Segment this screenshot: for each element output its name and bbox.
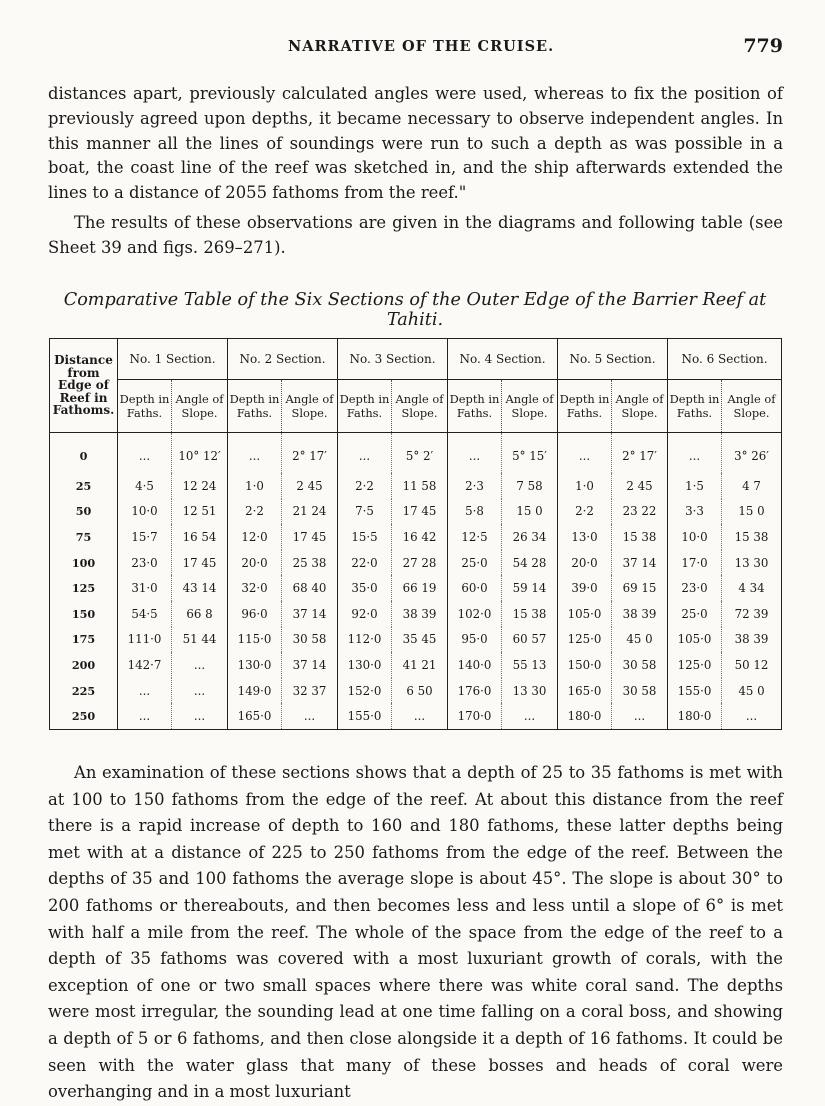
- table-row: [50, 473, 782, 499]
- depth-cell: 112·0: [338, 627, 392, 653]
- angle-cell: 37 14: [612, 550, 668, 576]
- angle-cell: 54 28: [502, 550, 558, 576]
- angle-cell: 43 14: [172, 575, 228, 601]
- depth-cell: 105·0: [668, 627, 722, 653]
- depth-cell: 142·7: [118, 652, 172, 678]
- depth-cell: 7·5: [338, 499, 392, 525]
- angle-cell: 35 45: [392, 627, 448, 653]
- distance-cell: 100: [50, 550, 118, 576]
- angle-cell: 25 38: [282, 550, 338, 576]
- angle-cell: 2° 17′: [612, 433, 668, 474]
- distance-cell: 0: [50, 433, 118, 474]
- depth-cell: 22·0: [338, 550, 392, 576]
- distance-cell: 175: [50, 627, 118, 653]
- depth-cell: 149·0: [228, 678, 282, 704]
- depth-cell: 25·0: [668, 601, 722, 627]
- angle-cell: 2 45: [612, 473, 668, 499]
- section-header: No. 5 Section.: [558, 339, 668, 380]
- depth-cell: 2·2: [228, 499, 282, 525]
- angle-cell: 16 54: [172, 524, 228, 550]
- angle-cell: 3° 26′: [734, 449, 769, 463]
- subheader-row: [50, 380, 782, 433]
- depth-cell: 165·0: [558, 678, 612, 704]
- distance-cell: 225: [50, 678, 118, 704]
- depth-cell: 2·2: [338, 473, 392, 499]
- table-row: [50, 627, 782, 653]
- angle-cell: 51 44: [172, 627, 228, 653]
- angle-cell: ...: [612, 703, 668, 729]
- angle-cell: 38 39: [734, 632, 769, 647]
- depth-cell: 95·0: [448, 627, 502, 653]
- section-header: No. 3 Section.: [338, 339, 448, 380]
- depth-cell: 165·0: [228, 703, 282, 729]
- depth-cell: 130·0: [338, 652, 392, 678]
- angle-subheader: Angle of Slope.: [722, 380, 782, 433]
- distance-cell: 75: [50, 524, 118, 550]
- depth-cell: 12·5: [448, 524, 502, 550]
- depth-cell: 125·0: [668, 652, 722, 678]
- depth-subheader: Depth in Faths.: [668, 380, 722, 433]
- depth-cell: 60·0: [448, 575, 502, 601]
- angle-cell: 30 58: [612, 678, 668, 704]
- angle-cell: ...: [502, 703, 558, 729]
- table-caption: Comparative Table of the Six Sections of the Outer Edge of the Barrier Reef at Tahiti.: [63, 290, 767, 330]
- angle-cell: 15 38: [612, 524, 668, 550]
- table-row: [50, 575, 782, 601]
- angle-cell: 10° 12′: [172, 433, 228, 474]
- angle-subheader: Angle of Slope.: [282, 380, 338, 433]
- depth-subheader: Depth in Faths.: [228, 380, 282, 433]
- angle-cell: 55 13: [502, 652, 558, 678]
- angle-cell: ...: [172, 678, 228, 704]
- depth-cell: 10·0: [668, 524, 722, 550]
- angle-cell: 4 34: [738, 581, 765, 596]
- table-row: [50, 550, 782, 576]
- table-row: [50, 524, 782, 550]
- depth-cell: ...: [118, 678, 172, 704]
- angle-cell: 15 0: [738, 504, 765, 519]
- depth-cell: 32·0: [228, 575, 282, 601]
- depth-subheader: Depth in Faths.: [448, 380, 502, 433]
- depth-cell: 155·0: [668, 678, 722, 704]
- angle-cell: 5° 2′: [392, 433, 448, 474]
- depth-cell: 102·0: [448, 601, 502, 627]
- depth-cell: 152·0: [338, 678, 392, 704]
- angle-cell: 17 45: [172, 550, 228, 576]
- angle-cell: 45 0: [612, 627, 668, 653]
- depth-cell: 115·0: [228, 627, 282, 653]
- depth-cell: 31·0: [118, 575, 172, 601]
- depth-subheader: Depth in Faths.: [338, 380, 392, 433]
- angle-cell: 50 12: [734, 657, 769, 672]
- angle-cell: 37 14: [282, 652, 338, 678]
- table-body: [50, 433, 782, 730]
- angle-cell: 5° 15′: [502, 433, 558, 474]
- depth-cell: 54·5: [118, 601, 172, 627]
- angle-cell: ...: [392, 703, 448, 729]
- angle-cell: 15 38: [734, 529, 769, 544]
- paragraph-examination: An examination of these sections shows that a depth of 25 to 35 fathoms is met with at 100 to 150 fathoms from the edge of the reef. At about this distance from the reef there is a rapid increase of depth to 160 and 180 fathoms, these latter depths being met with at a distance of 225 to 250 fathoms from the edge of the reef. Between the depths of 35 and 100 fathoms the average slope is about 45°. The slope is about 30° to 200 fathoms or thereabouts, and then becomes less and less until a slope of 6° is met with half a mile from the reef. The whole of the space from the edge of the reef to a depth of 35 fathoms was covered with a most luxuriant growth of corals, with the exception of one or two small spaces where there was white coral sand. The depths were most irregular, the sounding lead at one time falling on a coral boss, and showing a depth of 5 or 6 fathoms, and then close alongside it a depth of 16 fathoms. It could be seen with the water glass that many of these bosses and heads of coral were overhanging and in a most luxuriant: [48, 763, 783, 1102]
- depth-cell: ...: [668, 433, 722, 474]
- paragraph-results: The results of these observations are given in the diagrams and following table (see Sheet 39 and figs. 269–271).: [48, 213, 783, 257]
- depth-cell: 5·8: [448, 499, 502, 525]
- depth-cell: 17·0: [668, 550, 722, 576]
- angle-cell: 16 42: [392, 524, 448, 550]
- depth-cell: 39·0: [558, 575, 612, 601]
- depth-cell: 20·0: [228, 550, 282, 576]
- depth-cell: 35·0: [338, 575, 392, 601]
- depth-cell: 10·0: [118, 499, 172, 525]
- angle-cell: 2 45: [282, 473, 338, 499]
- angle-cell: 13 30: [734, 555, 769, 570]
- angle-cell: 69 15: [612, 575, 668, 601]
- comparative-table: [49, 338, 782, 730]
- angle-cell: 38 39: [612, 601, 668, 627]
- depth-cell: 170·0: [448, 703, 502, 729]
- angle-cell: 38 39: [392, 601, 448, 627]
- table-row: [50, 652, 782, 678]
- section-header: No. 1 Section.: [118, 339, 228, 380]
- angle-cell: ...: [172, 703, 228, 729]
- distance-cell: 50: [50, 499, 118, 525]
- section-header: No. 2 Section.: [228, 339, 338, 380]
- depth-cell: ...: [448, 433, 502, 474]
- table-row: [50, 601, 782, 627]
- angle-cell: 17 45: [282, 524, 338, 550]
- section-header: No. 6 Section.: [668, 339, 782, 380]
- depth-cell: 130·0: [228, 652, 282, 678]
- angle-cell: 15 38: [502, 601, 558, 627]
- angle-cell: 59 14: [502, 575, 558, 601]
- distance-cell: 125: [50, 575, 118, 601]
- depth-subheader: Depth in Faths.: [118, 380, 172, 433]
- angle-subheader: Angle of Slope.: [392, 380, 448, 433]
- depth-cell: 3·3: [668, 499, 722, 525]
- depth-cell: 20·0: [558, 550, 612, 576]
- depth-cell: 96·0: [228, 601, 282, 627]
- depth-cell: 150·0: [558, 652, 612, 678]
- depth-cell: 23·0: [118, 550, 172, 576]
- table-row: [50, 499, 782, 525]
- depth-cell: 25·0: [448, 550, 502, 576]
- distance-cell: 25: [50, 473, 118, 499]
- angle-subheader: Angle of Slope.: [612, 380, 668, 433]
- angle-cell: 11 58: [392, 473, 448, 499]
- angle-cell: 12 51: [172, 499, 228, 525]
- paragraph-continuation: distances apart, previously calculated angles were used, whereas to fix the position of previously agreed upon depths, it became necessary to observe independent angles. In this manner all the lines of soundings were run to such a depth as was possible in a boat, the coast line of the reef was sketched in, and the ship afterwards extended the lines to a distance of 2055 fathoms from the reef.": [48, 84, 783, 203]
- depth-cell: ...: [558, 433, 612, 474]
- angle-cell: 41 21: [392, 652, 448, 678]
- angle-cell: 45 0: [738, 683, 765, 698]
- depth-cell: ...: [338, 433, 392, 474]
- angle-cell: 6 50: [392, 678, 448, 704]
- depth-cell: ...: [228, 433, 282, 474]
- depth-cell: 140·0: [448, 652, 502, 678]
- depth-cell: 2·3: [448, 473, 502, 499]
- angle-cell: 13 30: [502, 678, 558, 704]
- angle-cell: 7 58: [502, 473, 558, 499]
- angle-cell: 68 40: [282, 575, 338, 601]
- depth-cell: 15·5: [338, 524, 392, 550]
- angle-subheader: Angle of Slope.: [172, 380, 228, 433]
- depth-cell: 23·0: [668, 575, 722, 601]
- depth-cell: 180·0: [558, 703, 612, 729]
- angle-cell: ...: [745, 709, 758, 724]
- depth-cell: 12·0: [228, 524, 282, 550]
- angle-cell: 21 24: [282, 499, 338, 525]
- angle-cell: 12 24: [172, 473, 228, 499]
- depth-cell: 125·0: [558, 627, 612, 653]
- angle-subheader: Angle of Slope.: [502, 380, 558, 433]
- angle-cell: 15 0: [502, 499, 558, 525]
- angle-cell: 17 45: [392, 499, 448, 525]
- angle-cell: 37 14: [282, 601, 338, 627]
- depth-cell: ...: [118, 433, 172, 474]
- depth-cell: 105·0: [558, 601, 612, 627]
- depth-cell: 1·0: [558, 473, 612, 499]
- depth-cell: 13·0: [558, 524, 612, 550]
- depth-subheader: Depth in Faths.: [558, 380, 612, 433]
- distance-cell: 150: [50, 601, 118, 627]
- depth-cell: 2·2: [558, 499, 612, 525]
- corner-header: Distance from Edge of Reef in Fathoms.: [50, 339, 118, 433]
- depth-cell: 4·5: [118, 473, 172, 499]
- running-title: NARRATIVE OF THE CRUISE.: [288, 38, 555, 55]
- page-number: 779: [743, 35, 783, 57]
- angle-cell: 66 19: [392, 575, 448, 601]
- angle-cell: 26 34: [502, 524, 558, 550]
- angle-cell: ...: [282, 703, 338, 729]
- angle-cell: 23 22: [612, 499, 668, 525]
- angle-cell: 30 58: [612, 652, 668, 678]
- angle-cell: 66 8: [172, 601, 228, 627]
- angle-cell: 32 37: [282, 678, 338, 704]
- depth-cell: 180·0: [668, 703, 722, 729]
- angle-cell: 4 7: [742, 478, 761, 493]
- table-row: [50, 678, 782, 704]
- depth-cell: 15·7: [118, 524, 172, 550]
- depth-cell: ...: [118, 703, 172, 729]
- angle-cell: ...: [172, 652, 228, 678]
- depth-cell: 176·0: [448, 678, 502, 704]
- angle-cell: 27 28: [392, 550, 448, 576]
- angle-cell: 72 39: [734, 606, 769, 621]
- angle-cell: 2° 17′: [282, 433, 338, 474]
- depth-cell: 111·0: [118, 627, 172, 653]
- depth-cell: 1·0: [228, 473, 282, 499]
- angle-cell: 60 57: [502, 627, 558, 653]
- angle-cell: 30 58: [282, 627, 338, 653]
- distance-cell: 200: [50, 652, 118, 678]
- depth-cell: 155·0: [338, 703, 392, 729]
- table-row: [50, 703, 782, 729]
- distance-cell: 250: [50, 703, 118, 729]
- page-header: [48, 35, 783, 62]
- section-header: No. 4 Section.: [448, 339, 558, 380]
- depth-cell: 1·5: [668, 473, 722, 499]
- table-row: [50, 433, 782, 474]
- depth-cell: 92·0: [338, 601, 392, 627]
